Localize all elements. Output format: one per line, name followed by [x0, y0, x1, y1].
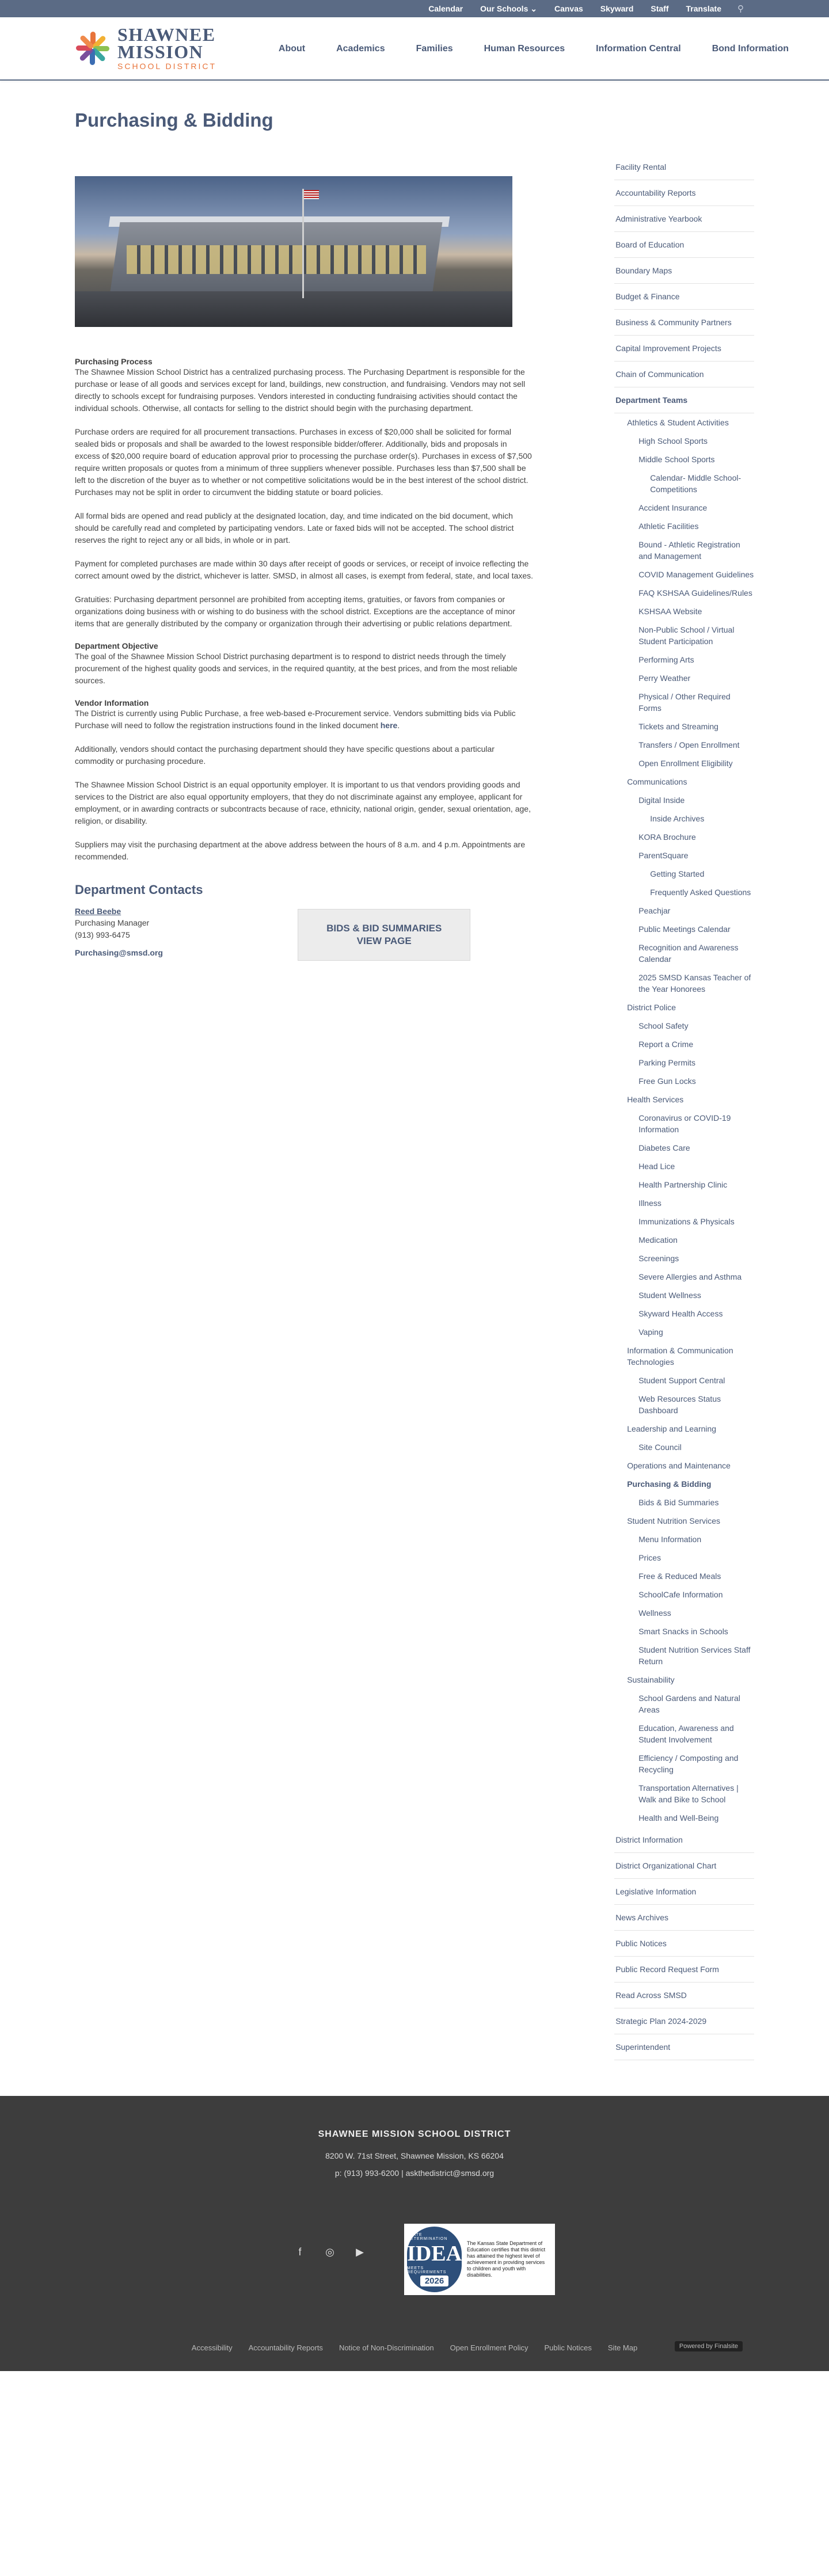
- search-icon[interactable]: ⚲: [737, 4, 744, 14]
- objective-paragraph: The goal of the Shawnee Mission School District purchasing department is to respond to district needs through the timely procurement of the highest quality goods and services, in the required quantity, at the best prices, and from the most reliable sources.: [75, 652, 518, 685]
- utility-bar: [0, 0, 829, 17]
- nav-bond-information[interactable]: Bond Information: [712, 44, 789, 54]
- sidebar-item[interactable]: Department Teams: [614, 387, 754, 413]
- idea-badge: [404, 2224, 555, 2295]
- sidebar-item[interactable]: District Information: [614, 1827, 754, 1853]
- contact-name-link[interactable]: Reed Beebe: [75, 907, 121, 916]
- facebook-icon[interactable]: f: [298, 2246, 302, 2258]
- sidebar-item[interactable]: Leadership and Learning: [627, 1424, 717, 1433]
- footer-link-site-map[interactable]: Site Map: [607, 2343, 638, 2352]
- footer-link-accessibility[interactable]: Accessibility: [191, 2343, 233, 2352]
- sidebar-item[interactable]: Site Council: [638, 1443, 682, 1452]
- sidebar-item[interactable]: Administrative Yearbook: [614, 206, 754, 232]
- main-content: [75, 81, 534, 2060]
- topbar-link-staff[interactable]: Staff: [651, 4, 669, 13]
- sidebar-item[interactable]: Purchasing & Bidding: [627, 1479, 712, 1489]
- sidebar-item[interactable]: KSHSAA Website: [638, 607, 702, 616]
- sidebar-item[interactable]: Non-Public School / Virtual Student Participation: [638, 625, 735, 646]
- idea-badge-text: The Kansas State Department of Education certifies that this district has attained the highest level of achievement in providing services to children and youth with disabilities.: [467, 2240, 546, 2278]
- sidebar-item[interactable]: Open Enrollment Eligibility: [638, 759, 733, 768]
- sidebar-item[interactable]: Parking Permits: [638, 1058, 695, 1067]
- sidebar-item[interactable]: Efficiency / Composting and Recycling: [638, 1753, 739, 1774]
- sidebar-item[interactable]: News Archives: [614, 1905, 754, 1931]
- sidebar-item[interactable]: Transfers / Open Enrollment: [638, 740, 740, 749]
- idea-seal-logo: STATE DETERMINATION IDEA MEETS REQUIREMENTS 2026: [404, 2224, 465, 2295]
- sidebar-item[interactable]: District Organizational Chart: [614, 1853, 754, 1879]
- sidebar-item[interactable]: Free & Reduced Meals: [638, 1572, 721, 1581]
- site-header: [0, 17, 829, 81]
- sidebar-item[interactable]: Boundary Maps: [614, 258, 754, 284]
- social-links: [291, 2243, 381, 2261]
- site-footer: [0, 2096, 829, 2371]
- department-objective-heading: Department Objective: [75, 641, 158, 650]
- main-nav: [248, 17, 789, 81]
- purchasing-paragraph: The Shawnee Mission School District has a centralized purchasing process. The Purchasing Department is responsible for the purchase or lease of all goods and services except for land, buildings, new construction, and fundraising. Vendors may not sell directly to schools except for fundraising purposes. Vendors interested in conducting fundraising activities should contact the individual schools. Otherwise, all contacts for selling to the district should begin with the purchasing department.: [75, 367, 526, 413]
- sidebar-item[interactable]: Board of Education: [614, 232, 754, 258]
- sidebar-item[interactable]: FAQ KSHSAA Guidelines/Rules: [638, 588, 752, 598]
- sidebar-item[interactable]: Operations and Maintenance: [627, 1461, 731, 1470]
- sidebar-item[interactable]: Tickets and Streaming: [638, 722, 718, 731]
- sidebar-item[interactable]: COVID Management Guidelines: [638, 570, 754, 579]
- sidebar-item[interactable]: Student Nutrition Services Staff Return: [638, 1645, 751, 1666]
- sidebar-item[interactable]: 2025 SMSD Kansas Teacher of the Year Honorees: [638, 973, 751, 994]
- footer-link-open-enrollment[interactable]: Open Enrollment Policy: [450, 2343, 528, 2352]
- sidebar-item[interactable]: Legislative Information: [614, 1879, 754, 1905]
- district-logo[interactable]: [75, 26, 216, 71]
- sidebar-item[interactable]: Student Wellness: [638, 1291, 701, 1300]
- section-sidebar-nav: [614, 81, 754, 2060]
- sidebar-item[interactable]: Peachjar: [638, 906, 671, 915]
- topbar-link-translate[interactable]: Translate: [686, 4, 721, 13]
- footer-link-public-notices[interactable]: Public Notices: [544, 2343, 592, 2352]
- sidebar-item[interactable]: Inside Archives: [650, 814, 705, 823]
- sidebar-list: [614, 154, 754, 2060]
- bids-summaries-button[interactable]: BIDS & BID SUMMARIES VIEW PAGE: [298, 909, 470, 961]
- sidebar-item[interactable]: Medication: [638, 1235, 678, 1245]
- sidebar-item[interactable]: Athletic Facilities: [638, 522, 699, 531]
- sidebar-item[interactable]: SchoolCafe Information: [638, 1590, 723, 1599]
- sidebar-item[interactable]: Facility Rental: [614, 154, 754, 180]
- purchasing-paragraph: Payment for completed purchases are made within 30 days after receipt of goods or services, or receipt of invoice reflecting the correct amount owed by the district, whichever is latter. SMSD, in almost all cases, is exempt from federal, state, and local taxes.: [75, 559, 533, 580]
- sidebar-item[interactable]: Health Services: [627, 1095, 684, 1104]
- contact-phone: (913) 993-6475: [75, 930, 130, 939]
- vendor-paragraph: The Shawnee Mission School District is an equal opportunity employer. It is important to us that vendors providing goods and services to the District are also equal opportunity employers, that they do not discriminate against any employee, applicant for employment, or in awarding contracts or subcontracts because of race, ethnicity, national origin, gender, sexual orientation, age, religion, or disability.: [75, 780, 531, 825]
- nav-families[interactable]: Families: [416, 44, 453, 54]
- purchasing-process-heading: Purchasing Process: [75, 357, 153, 366]
- sidebar-item[interactable]: Public Notices: [614, 1931, 754, 1957]
- sidebar-item[interactable]: Vaping: [638, 1327, 663, 1337]
- sidebar-item[interactable]: Transportation Alternatives | Walk and Bike to School: [638, 1783, 739, 1804]
- sidebar-item[interactable]: Free Gun Locks: [638, 1076, 696, 1086]
- sidebar-item[interactable]: Capital Improvement Projects: [614, 336, 754, 362]
- logo-line-3: SCHOOL DISTRICT: [117, 62, 217, 71]
- sidebar-item[interactable]: District Police: [627, 1003, 676, 1012]
- topbar-link-skyward[interactable]: Skyward: [600, 4, 634, 13]
- sidebar-item[interactable]: Student Support Central: [638, 1376, 725, 1385]
- sidebar-item[interactable]: Coronavirus or COVID-19 Information: [638, 1113, 731, 1134]
- sidebar-item[interactable]: Screenings: [638, 1254, 679, 1263]
- vendor-paragraph: The District is currently using Public Purchase, a free web-based e-Procurement service. Vendors submitting bids via Public Purchase will need to follow the registration instructions found in the linked document here.: [75, 709, 516, 730]
- sidebar-item[interactable]: Health and Well-Being: [638, 1813, 719, 1822]
- sidebar-item[interactable]: Frequently Asked Questions: [650, 888, 751, 897]
- sidebar-item[interactable]: High School Sports: [638, 436, 708, 446]
- sidebar-item[interactable]: Perry Weather: [638, 674, 691, 683]
- sidebar-item[interactable]: Public Record Request Form: [614, 1957, 754, 1983]
- sidebar-item[interactable]: Information & Communication Technologies: [627, 1346, 733, 1367]
- sidebar-item[interactable]: Report a Crime: [638, 1040, 694, 1049]
- sidebar-item[interactable]: Bids & Bid Summaries: [638, 1498, 719, 1507]
- vendor-information-heading: Vendor Information: [75, 698, 149, 707]
- contact-title: Purchasing Manager: [75, 918, 150, 927]
- sidebar-item[interactable]: Performing Arts: [638, 655, 694, 664]
- nav-academics[interactable]: Academics: [336, 44, 385, 54]
- sidebar-item[interactable]: Superintendent: [614, 2034, 754, 2060]
- sidebar-item[interactable]: Severe Allergies and Asthma: [638, 1272, 742, 1281]
- sidebar-item[interactable]: Head Lice: [638, 1162, 675, 1171]
- sidebar-item[interactable]: Budget & Finance: [614, 284, 754, 310]
- sidebar-item[interactable]: Accident Insurance: [638, 503, 708, 512]
- logo-line-1: SHAWNEE: [117, 24, 216, 45]
- sidebar-item[interactable]: Menu Information: [638, 1535, 702, 1544]
- building-photo: [75, 176, 512, 327]
- youtube-icon[interactable]: ▶: [356, 2246, 364, 2258]
- sidebar-item[interactable]: Smart Snacks in Schools: [638, 1627, 728, 1636]
- sidebar-item[interactable]: Web Resources Status Dashboard: [638, 1394, 721, 1415]
- purchasing-paragraph: Purchase orders are required for all procurement transactions. Purchases in excess of $20,000 shall be solicited for formal sealed bids or proposals and shall be awarded to the lowest responsible bidder/offerer. Additionally, bids and proposals in excess of $20,000 require board of education approval prior to processing the purchase order(s). Purchases in excess of $7,500 require written proposals or quotes from a minimum of three suppliers whenever possible. Purchases less than $7,500 shall be left to the discretion of the buyer as to whether or not competitive solicitations would be in the best interest of the school district. Purchases may not be split in order to circumvent the bidding statute or board policies.: [75, 427, 532, 497]
- sidebar-item[interactable]: Calendar- Middle School-Competitions: [650, 473, 741, 494]
- powered-by-badge[interactable]: Powered by Finalsite: [675, 2341, 743, 2351]
- department-contacts-heading: Department Contacts: [75, 882, 203, 897]
- sidebar-item[interactable]: Business & Community Partners: [614, 310, 754, 336]
- sidebar-item[interactable]: Diabetes Care: [638, 1143, 690, 1152]
- sidebar-item[interactable]: Wellness: [638, 1608, 671, 1618]
- sidebar-item[interactable]: Accountability Reports: [614, 180, 754, 206]
- sidebar-item[interactable]: Public Meetings Calendar: [638, 924, 731, 934]
- contact-card: [75, 907, 534, 961]
- sidebar-item[interactable]: ParentSquare: [638, 851, 689, 860]
- purchasing-paragraph: All formal bids are opened and read publicly at the designated location, day, and time indicated on the bid document, which should be carefully read and completed by participating vendors. Late or faxed bids will not be accepted. The school district reserves the right to reject any or all bids, in whole or in part.: [75, 511, 514, 545]
- sidebar-item[interactable]: Chain of Communication: [614, 362, 754, 387]
- sidebar-item[interactable]: Skyward Health Access: [638, 1309, 723, 1318]
- sidebar-item[interactable]: Student Nutrition Services: [627, 1516, 721, 1525]
- sidebar-item[interactable]: Middle School Sports: [638, 455, 715, 464]
- sidebar-item[interactable]: Sustainability: [627, 1675, 675, 1684]
- nav-human-resources[interactable]: Human Resources: [484, 44, 565, 54]
- sidebar-item[interactable]: School Gardens and Natural Areas: [638, 1694, 740, 1714]
- sidebar-item[interactable]: Education, Awareness and Student Involvement: [638, 1723, 734, 1744]
- contact-email-link[interactable]: Purchasing@smsd.org: [75, 948, 163, 957]
- registration-doc-link[interactable]: here: [380, 721, 398, 730]
- topbar-link-our-schools[interactable]: Our Schools ⌄: [480, 3, 537, 13]
- sidebar-item[interactable]: Health Partnership Clinic: [638, 1180, 728, 1189]
- sidebar-item[interactable]: Prices: [638, 1553, 661, 1562]
- nav-information-central[interactable]: Information Central: [596, 44, 681, 54]
- nav-about[interactable]: About: [278, 44, 306, 54]
- purchasing-paragraph: Gratuities: Purchasing department personnel are prohibited from accepting items, gratuities, or favors from companies or organizations doing business with or wishing to do business with the school district. Exceptions are the acceptance of minor items that are generally distributed by the company or organization through their advertising or public relations department.: [75, 595, 515, 628]
- page-body: [0, 81, 829, 2060]
- footer-title: SHAWNEE MISSION SCHOOL DISTRICT: [318, 2129, 511, 2139]
- sidebar-item[interactable]: Immunizations & Physicals: [638, 1217, 735, 1226]
- sidebar-item[interactable]: Getting Started: [650, 869, 705, 878]
- sidebar-item[interactable]: Read Across SMSD: [614, 1983, 754, 2008]
- logo-line-2: MISSION: [117, 41, 204, 62]
- flag-icon: [304, 190, 319, 199]
- sidebar-item[interactable]: Athletics & Student Activities: [627, 418, 729, 427]
- footer-link-non-discrimination[interactable]: Notice of Non-Discrimination: [339, 2343, 434, 2352]
- footer-address: 8200 W. 71st Street, Shawnee Mission, KS 66204: [325, 2151, 504, 2160]
- sidebar-item[interactable]: Strategic Plan 2024-2029: [614, 2008, 754, 2034]
- vendor-paragraph: Suppliers may visit the purchasing department at the above address between the hours of 8 a.m. and 4 p.m. Appointments are recommended.: [75, 840, 526, 861]
- sidebar-item[interactable]: Bound - Athletic Registration and Management: [638, 540, 740, 561]
- page-title: Purchasing & Bidding: [75, 109, 273, 131]
- sidebar-item[interactable]: Illness: [638, 1198, 661, 1208]
- footer-contact: p: (913) 993-6200 | askthedistrict@smsd.org: [334, 2168, 495, 2178]
- sidebar-item[interactable]: Recognition and Awareness Calendar: [638, 943, 739, 964]
- pinwheel-logo-icon: [75, 31, 111, 66]
- topbar-link-calendar[interactable]: Calendar: [428, 4, 463, 13]
- footer-link-accountability-reports[interactable]: Accountability Reports: [248, 2343, 323, 2352]
- instagram-icon[interactable]: ◎: [325, 2246, 334, 2258]
- sidebar-item[interactable]: KORA Brochure: [638, 832, 696, 842]
- vendor-paragraph: Additionally, vendors should contact the purchasing department should they have specific questions about a particular commodity or purchasing procedure.: [75, 744, 495, 766]
- sidebar-item[interactable]: Physical / Other Required Forms: [638, 692, 731, 713]
- sidebar-item[interactable]: Digital Inside: [638, 796, 685, 805]
- sidebar-item[interactable]: School Safety: [638, 1021, 689, 1030]
- sidebar-item[interactable]: Communications: [627, 777, 687, 786]
- topbar-link-canvas[interactable]: Canvas: [554, 4, 583, 13]
